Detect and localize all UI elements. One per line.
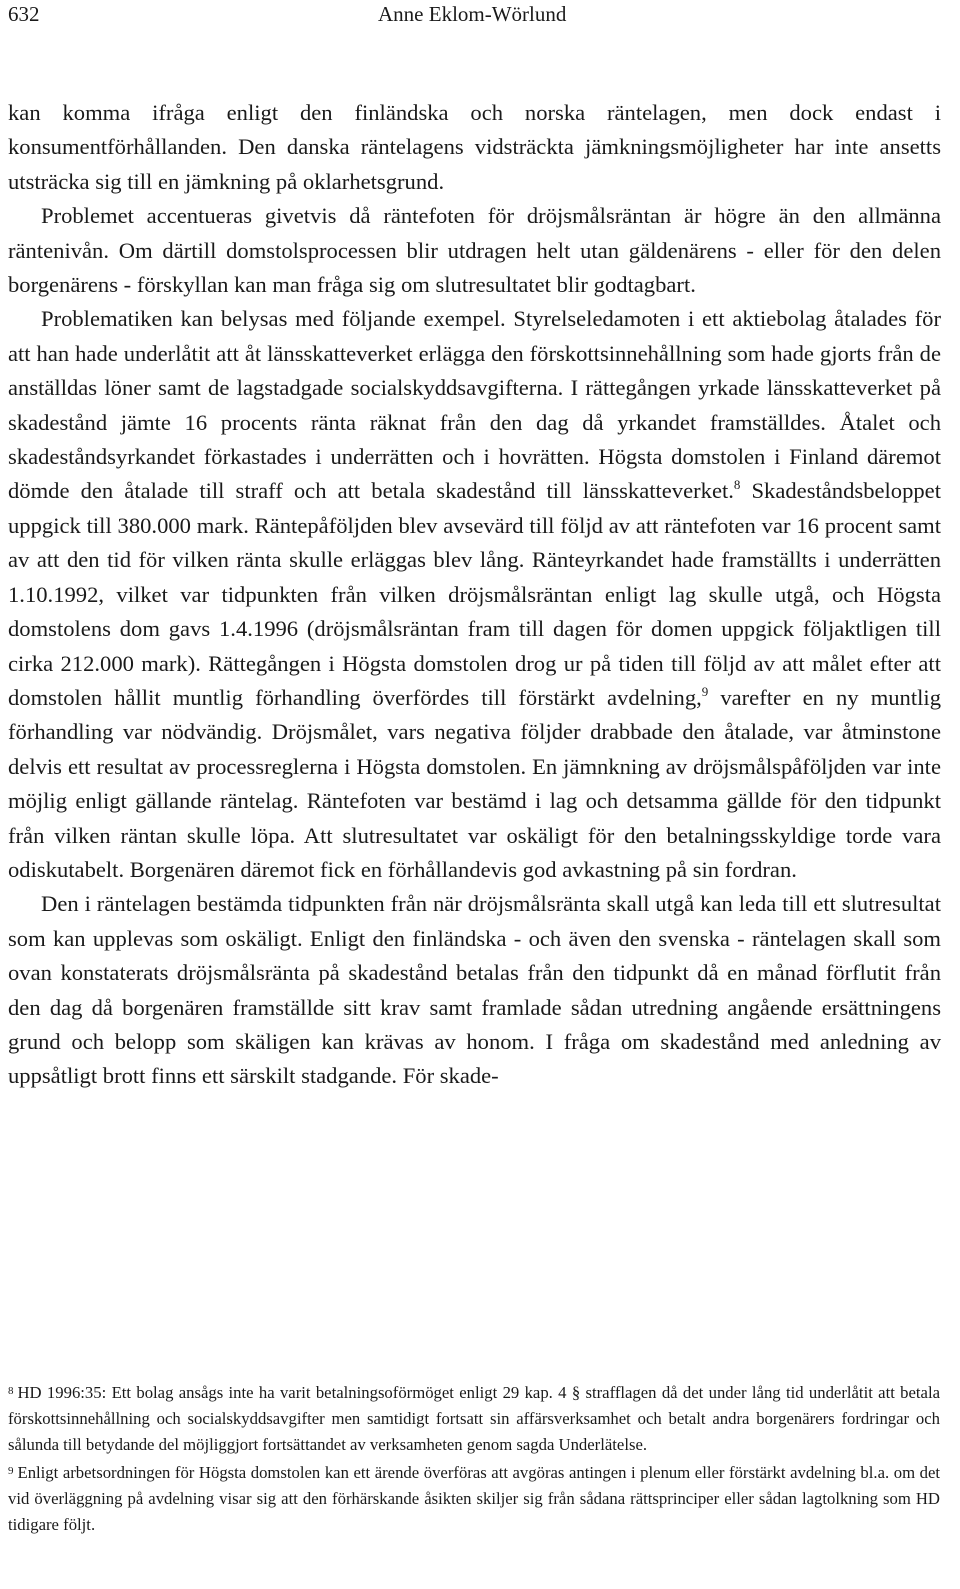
footnote-mark: 9 (8, 1465, 14, 1477)
paragraph-2: Problemet accentueras givetvis då räntefoten för dröjsmålsräntan är högre än den allmänna räntenivån. Om därtill domstolsprocessen blir utdragen helt utan gäldenärens - eller för den delen borgenärens - förskyllan kan man fråga sig om slutresultatet blir godtagbart. (8, 203, 941, 298)
footnote-8 (8, 1378, 940, 1458)
footnote-text: HD 1996:35: Ett bolag ansågs inte ha varit betalningsoförmöget enligt 29 kap. 4 § strafflagen då det under lång tid underlåtit att betala förskottsinnehållning och socialskyddsavgifter men samtidigt fortsatt sin affärsverksamhet och betalt andra borgenärers fordringar och sålunda till betydande del möjliggjort fortsättandet av verksamheten genom sagda Underlätelse. (8, 1383, 940, 1454)
paragraph-4: Den i räntelagen bestämda tidpunkten från när dröjsmålsränta skall utgå kan leda till ett slutresultat som kan upplevas som oskäligt. Enligt den finländska - och även den svenska - räntelagen skall som ovan konstaterats dröjsmålsränta på skadestånd betalas från den tidpunkt då en månad förflutit från den dag då borgenären framställde sitt krav samt framlade sådan utredning angående ersättningens grund och belopp som skäligen kan krävas av honom. I fråga om skadestånd med anledning av uppsåtligt brott finns ett särskilt stadgande. För skade- (8, 891, 941, 1089)
footnote-9 (8, 1458, 940, 1538)
running-head: Anne Eklom-Wörlund (378, 2, 567, 26)
page-number: 632 (8, 2, 40, 26)
footnote-text: Enligt arbetsordningen för Högsta domstolen kan ett ärende överföras att avgöras antingen i plenum eller förstärkt avdelning bl.a. om det vid överläggning på avdelning visar sig att den förhärskande åsikten skiljer sig från sådana rättsprinciper eller sådan lagtolkning som HD tidigare följt. (8, 1463, 940, 1534)
body-text (8, 96, 941, 1094)
footnote-mark: 8 (8, 1385, 14, 1397)
paragraph-3-part-b: Skadeståndsbeloppet uppgick till 380.000 mark. Räntepåföljden blev avsevärd till följd av att räntefoten var 16 procent samt av att den tid för vilken ränta skulle erläggas blev lång. Ränteyrkandet hade framställts i underrätten 1.10.1992, vilket var tidpunkten från vilken dröjsmålsräntan enligt lag skulle utgå, och Högsta domstolens dom gavs 1.4.1996 (dröjsmålsräntan fram till dagen för domen uppgick följaktligen till cirka 212.000 mark). Rättegången i Högsta domstolen drog ur på tiden till följd av att målet efter att domstolen hållit muntlig förhandling överfördes till förstärkt avdelning, (8, 478, 941, 710)
paragraph-3-part-c: varefter en ny muntlig förhandling var nödvändig. Dröjsmålet, vars negativa följder drabbade den åtalade, var åtminstone delvis ett resultat av processreglerna i Högsta domstolen. En jämnkning av dröjsmålspåföljden var inte möjlig enligt gällande räntelag. Räntefoten var bestämd i lag och detsamma gällde för den tidpunkt från vilken räntan skulle löpa. Att slutresultatet var oskäligt för den betalningsskyldige torde vara odiskutabelt. Borgenären däremot fick en förhållandevis god avkastning på sin fordran. (8, 684, 941, 882)
paragraph-3-part-a: Problematiken kan belysas med följande exempel. Styrelseledamoten i ett aktiebolag åtalades för att han hade underlåtit att åt länsskatteverket erlägga den förskottsinnehållning som hade gjorts från de anställdas löner samt de lagstadgade socialskyddsavgifterna. I rättegången yrkade länsskatteverket på skadestånd jämte 16 procents ränta räknat från den dag då yrkandet framställdes. Åtalet och skadeståndsyrkandet förkastades i underrätten och i hovrätten. Högsta domstolen i Finland däremot dömde den åtalade till straff och att betala skadestånd till länsskatteverket. (8, 306, 941, 504)
footnote-ref-8: 8 (733, 477, 741, 493)
footnotes (8, 1378, 940, 1538)
page-header (8, 2, 950, 30)
paragraph-1: kan komma ifråga enligt den finländska och norska räntelagen, men dock endast i konsumentförhållanden. Den danska räntelagens vidsträckta jämkningsmöjligheter har inte ansetts utsträcka sig till en jämkning på oklarhetsgrund. (8, 100, 941, 194)
footnote-ref-9: 9 (701, 683, 709, 699)
paragraph-3 (8, 302, 941, 887)
